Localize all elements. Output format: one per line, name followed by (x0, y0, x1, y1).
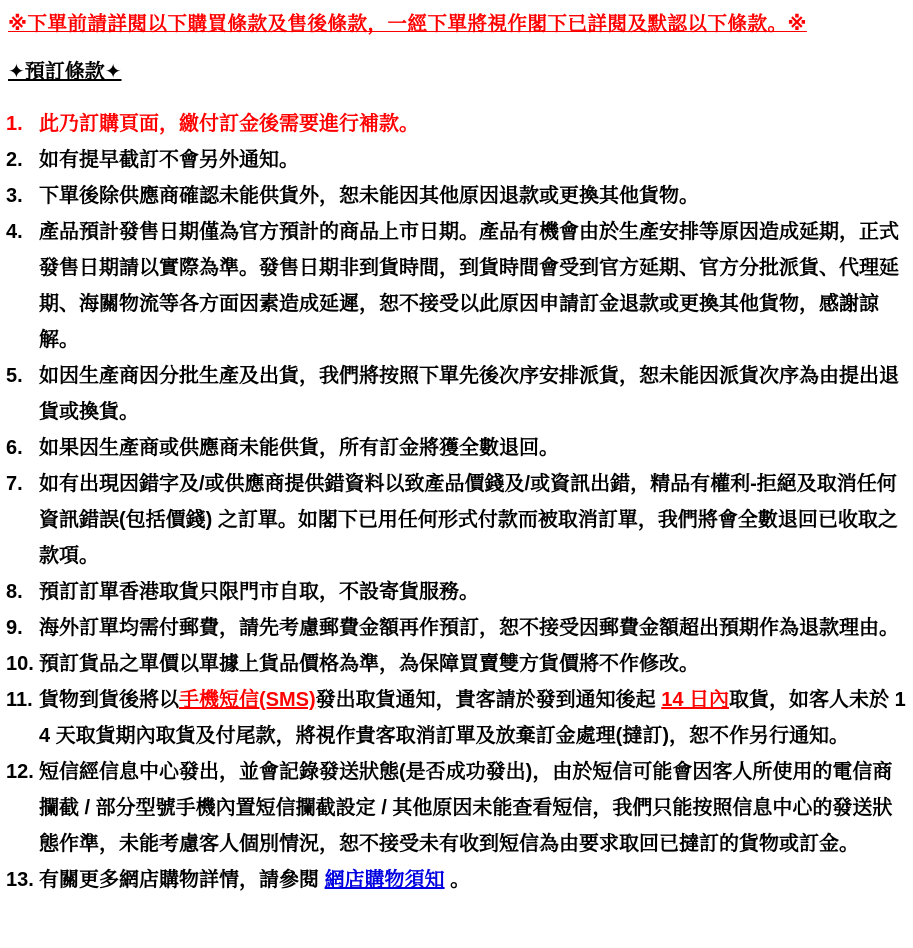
term-item (6, 214, 907, 358)
term-text (39, 682, 907, 754)
term-text (39, 178, 907, 214)
pickup-deadline-highlight: 14 日內 (661, 689, 730, 711)
term-number: 11. (6, 689, 33, 711)
term-item (6, 646, 907, 682)
term-number: 12. (6, 761, 34, 783)
term-number: 4. (6, 221, 23, 243)
term-number: 1. (6, 113, 23, 135)
term-item (6, 430, 907, 466)
term-segment: 短信經信息中心發出，並會記錄發送狀態(是否成功發出)，由於短信可能會因客人所使用的電信商攔截 / 部分型號手機內置短信攔截設定 / 其他原因未能查看短信，我們只能按照信息中心的發送狀態作準，未能考慮客人個別情況，恕不接受未有收到短信為由要求取回已撻訂的貨物或訂金。 (39, 761, 893, 855)
term-segment: 預訂訂單香港取貨只限門市自取，不設寄貨服務。 (39, 581, 479, 603)
terms-notice-title: ※下單前請詳閱以下購買條款及售後條款，一經下單將視作閣下已詳閱及默認以下條款。※ (8, 13, 807, 35)
term-segment: 預訂貨品之單價以單據上貨品價格為準，為保障買賣雙方貨價將不作修改。 (39, 653, 699, 675)
term-segment: 海外訂單均需付郵費，請先考慮郵費金額再作預訂，恕不接受因郵費金額超出預期作為退款理由。 (39, 617, 899, 639)
term-segment: 如有出現因錯字及/或供應商提供錯資料以致產品價錢及/或資訊出錯，精品有權利-拒絕及取消任何資訊錯誤(包括價錢) 之訂單。如閣下已用任何形式付款而被取消訂單，我們將會全數退回已收取之款項。 (39, 473, 898, 567)
term-text (39, 142, 907, 178)
shop-guide-link[interactable]: 網店購物須知 (324, 869, 445, 891)
term-text (39, 214, 907, 358)
term-segment: 此乃訂購頁面，繳付訂金後需要進行補款。 (39, 113, 419, 135)
sms-highlight: 手機短信(SMS) (179, 689, 316, 711)
term-segment: 取貨，如客人未於 14 天取貨期內取貨及付尾款，將視作貴客取消訂單及放棄訂金處理(撻訂)，恕不作另行通知。 (39, 689, 906, 747)
term-number: 8. (6, 581, 23, 603)
term-segment: 產品預計發售日期僅為官方預計的商品上市日期。產品有機會由於生產安排等原因造成延期，正式發售日期請以實際為準。發售日期非到貨時間，到貨時間會受到官方延期、官方分批派貨、代理延期、海關物流等各方面因素造成延遲，恕不接受以此原因申請訂金退款或更換其他貨物，感謝諒解。 (39, 221, 899, 351)
term-item (6, 466, 907, 574)
term-segment: 。 (444, 869, 471, 891)
term-text (39, 610, 907, 646)
term-item (6, 682, 907, 754)
term-number: 10. (6, 653, 34, 675)
term-text (39, 466, 907, 574)
terms-list (6, 106, 907, 898)
term-text (39, 754, 907, 862)
term-number: 2. (6, 149, 23, 171)
term-segment: 下單後除供應商確認未能供貨外，恕未能因其他原因退款或更換其他貨物。 (39, 185, 699, 207)
term-text (39, 574, 907, 610)
term-text (39, 430, 907, 466)
term-item (6, 358, 907, 430)
term-segment: 貨物到貨後將以 (39, 689, 179, 711)
term-segment: 如果因生產商或供應商未能供貨，所有訂金將獲全數退回。 (39, 437, 559, 459)
term-segment: 如有提早截訂不會另外通知。 (39, 149, 299, 171)
term-text (39, 646, 907, 682)
term-text (39, 358, 907, 430)
term-segment: 有關更多網店購物詳情，請參閱 (39, 869, 325, 891)
term-number: 6. (6, 437, 23, 459)
term-item (6, 754, 907, 862)
term-number: 7. (6, 473, 23, 495)
term-item (6, 178, 907, 214)
term-item (6, 862, 907, 898)
term-item (6, 610, 907, 646)
term-item (6, 574, 907, 610)
term-number: 13. (6, 869, 34, 891)
term-number: 9. (6, 617, 23, 639)
term-item (6, 106, 907, 142)
term-text (39, 862, 907, 898)
term-number: 3. (6, 185, 23, 207)
term-segment: 發出取貨通知，貴客請於發到通知後起 (315, 689, 662, 711)
term-text (39, 106, 907, 142)
term-number: 5. (6, 365, 23, 387)
preorder-terms-header: ✦預訂條款✦ (8, 61, 122, 83)
term-item (6, 142, 907, 178)
term-segment: 如因生產商因分批生產及出貨，我們將按照下單先後次序安排派貨，恕未能因派貨次序為由提出退貨或換貨。 (39, 365, 899, 423)
